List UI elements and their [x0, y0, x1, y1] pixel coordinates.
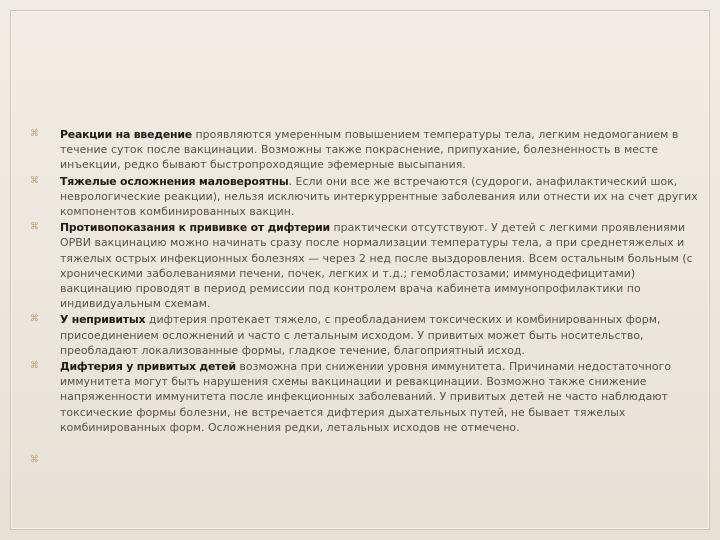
bullet-icon: ⌘ [30, 129, 40, 139]
list-item-unvaccinated [30, 312, 702, 358]
item-text: дифтерия протекает тяжело, с преобладанием токсических и комбинированных форм, присоединением осложнений и часто с летальным исходом. У привитых может быть носительство, преобладают локализованные формы, гладкое течение, благоприятный исход. [60, 313, 661, 357]
item-lead: Тяжелые осложнения маловероятны [60, 174, 289, 188]
bullet-icon: ⌘ [30, 222, 40, 233]
item-text: практически отсутствуют. У детей с легкими проявлениями ОРВИ вакцинацию можно начинать сразу после нормализации температуры тела, а при среднетяжелых и тяжелых острых инфекционных болезнях — через 2 нед после выздоровления. Всем остальным больным (с хроническими заболеваниями печени, почек, легких и т.д.; гемобластозами; иммунодефицитами) вакцинацию проводят в период ремиссии под контролем врача кабинета иммунопрофилактики по индивидуальным схемам. [60, 221, 693, 311]
item-text: . Если они все же встречаются (судороги, анафилактический шок, неврологические реакции), нельзя исключить интеркуррентные заболевания или отнести их на счет других компонентов комбинированных вакцин. [60, 174, 698, 219]
list-item-complications [30, 174, 702, 220]
list-item-vaccinated [30, 359, 702, 435]
bullet-icon: ⌘ [30, 314, 40, 325]
bullet-icon: ⌘ [30, 361, 40, 372]
bullet-icon: ⌘ [30, 455, 40, 466]
list-item-reactions [30, 127, 702, 173]
content-list [30, 127, 702, 469]
item-lead: У непривитых [60, 313, 146, 327]
bullet-icon: ⌘ [30, 175, 40, 186]
item-text: возможна при снижении уровня иммунитета. Причинами недостаточного иммунитета могут быть нарушения схемы вакцинации и ревакцинации. Возможно также снижение напряженности иммунитета после инфекционных заболеваний. У привитых детей не часто наблюдают токсические формы болезни, не встречается дифтерия дыхательных путей, не бывает тяжелых комбинированных форм. Осложнения редки, летальных исходов не отмечено. [60, 360, 672, 434]
list-item-empty [30, 453, 702, 468]
item-text: проявляются умеренным повышением температуры тела, легким недомоганием в течение суток после вакцинации. Возможны также покраснение, припухание, болезненность в месте инъекции, редко бывают быстропроходящие эфемерные высыпания. [60, 128, 679, 172]
list-item-contraindications [30, 220, 702, 311]
item-lead: Реакции на введение [60, 128, 192, 141]
item-lead: Дифтерия у привитых детей [60, 360, 236, 374]
item-lead: Противопоказания к прививке от дифтерии [60, 221, 330, 235]
